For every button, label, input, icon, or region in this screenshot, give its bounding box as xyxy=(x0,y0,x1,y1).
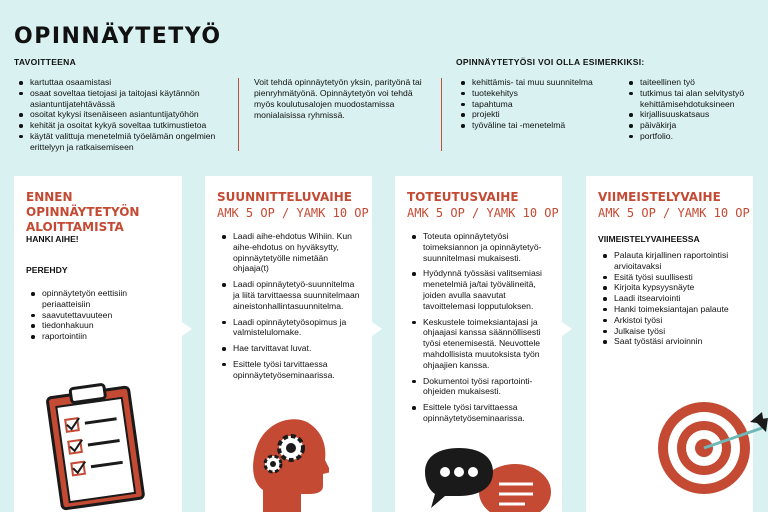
list-item: Laadi itsearviointi xyxy=(602,293,742,304)
list-item: Hyödynnä työssäsi valitsemiasi menetelmiä ja/tai työvälineitä, joiden avulla saavutat tavoittelemasi lopputuloksen. xyxy=(411,268,556,311)
card-credits: AMK 5 OP / YAMK 10 OP xyxy=(217,206,369,220)
list-item: Palauta kirjallinen raportointisi arvioitavaksi xyxy=(602,250,742,272)
list-item: kirjallisuuskatsaus xyxy=(628,109,763,120)
target-arrow-icon xyxy=(654,398,768,498)
list-item: tiedonhakuun xyxy=(30,320,170,331)
card-title: VIIMEISTELYVAIHE xyxy=(598,190,721,204)
list-item: kehität ja osoitat kykyä soveltaa tutkimustietoa xyxy=(18,120,228,131)
divider xyxy=(238,78,239,151)
card-heading: PEREHDY xyxy=(26,265,68,275)
arrow-icon xyxy=(182,322,192,336)
list-item: tuotekehitys xyxy=(460,88,620,99)
list-item: päiväkirja xyxy=(628,120,763,131)
list-item: osaat soveltaa tietojasi ja taitojasi käytännön asiantuntijatehtävässä xyxy=(18,88,228,110)
list-item: saavutettavuuteen xyxy=(30,310,170,321)
list-item: portfolio. xyxy=(628,131,763,142)
list-item: Kirjoita kypsyysnäyte xyxy=(602,282,742,293)
list-item: Esitä työsi suullisesti xyxy=(602,272,742,283)
list-item: Toteuta opinnäytetyösi toimeksiannon ja opinnäytetyö-suunnitelmasi mukaisesti. xyxy=(411,231,556,263)
list-item: Dokumentoi työsi raportointi-ohjeiden mukaisesti. xyxy=(411,376,556,398)
goals-label: TAVOITTEENA xyxy=(14,57,77,67)
card-list xyxy=(221,231,363,386)
speech-bubbles-icon xyxy=(415,446,555,512)
list-item: projekti xyxy=(460,109,620,120)
list-item: Hae tarvittavat luvat. xyxy=(221,343,363,354)
card-title: ENNEN OPINNÄYTETYÖN ALOITTAMISTA xyxy=(26,190,140,234)
list-item: Laadi opinnäytetyösopimus ja valmistelulomake. xyxy=(221,317,363,339)
arrow-icon xyxy=(562,322,572,336)
list-item: Laadi opinnäytetyö-suunnitelma ja liitä tarvittaessa suunnitelmaan aineistonhallintasuunnitelma. xyxy=(221,279,363,311)
card-heading: VIIMEISTELYVAIHEESSA xyxy=(598,234,700,244)
divider xyxy=(441,78,442,151)
list-item: Hanki toimeksiantajan palaute xyxy=(602,304,742,315)
card-list xyxy=(602,250,742,347)
team-text: Voit tehdä opinnäytetyön yksin, parityönä tai pienryhmätyönä. Opinnäytetyön voi tehdä myös koulutusalojen muodostamissa monialaisissa ryhmissä. xyxy=(254,77,422,120)
clipboard-checklist-icon xyxy=(40,378,150,512)
examples-list-2 xyxy=(628,77,763,142)
list-item: taiteellinen työ xyxy=(628,77,763,88)
list-item: työväline tai -menetelmä xyxy=(460,120,620,131)
list-item: Esittele työsi tarvittaessa opinnäytetyöseminaarissa. xyxy=(411,402,556,424)
examples-list-1 xyxy=(460,77,620,131)
list-item: Keskustele toimeksiantajasi ja ohjaajasi kanssa säännöllisesti työsi etenemisestä. Neuvottele mahdollisista muutoksista työn ohjaajien kanssa. xyxy=(411,317,556,371)
card-heading: HANKI AIHE! xyxy=(26,234,79,244)
goals-list xyxy=(18,77,228,153)
list-item: käytät valittuja menetelmiä työelämän ongelmien erittelyyn ja ratkaisemiseen xyxy=(18,131,228,153)
list-item: opinnäytetyön eettisiin periaatteisiin xyxy=(30,288,170,310)
list-item: tapahtuma xyxy=(460,99,620,110)
list-item: tutkimus tai alan selvitystyö kehittämisehdotuksineen xyxy=(628,88,763,110)
card-list xyxy=(411,231,556,429)
list-item: Laadi aihe-ehdotus Wihiin. Kun aihe-ehdotus on hyväksytty, opinnäytetyölle nimetään ohjaaja(t) xyxy=(221,231,363,274)
examples-label: OPINNÄYTETYÖSI VOI OLLA ESIMERKIKSI: xyxy=(456,57,645,67)
arrow-icon xyxy=(372,322,382,336)
card-before-start xyxy=(14,176,182,512)
list-item: raportointiin xyxy=(30,331,170,342)
head-gears-icon xyxy=(249,412,329,512)
card-implementation xyxy=(395,176,562,512)
list-item: kehittämis- tai muu suunnitelma xyxy=(460,77,620,88)
list-item: Esittele työsi tarvittaessa opinnäytetyöseminaarissa. xyxy=(221,359,363,381)
card-title: TOTEUTUSVAIHE xyxy=(407,190,519,204)
card-list xyxy=(30,288,170,342)
list-item: osoitat kykysi itsenäiseen asiantuntijatyöhön xyxy=(18,109,228,120)
card-planning xyxy=(205,176,372,512)
list-item: Arkistoi työsi xyxy=(602,315,742,326)
card-title: SUUNNITTELUVAIHE xyxy=(217,190,352,204)
card-credits: AMK 5 OP / YAMK 10 OP xyxy=(598,206,750,220)
list-item: Julkaise työsi xyxy=(602,326,742,337)
page-title: OPINNÄYTETYÖ xyxy=(14,24,222,49)
list-item: Saat työstäsi arvioinnin xyxy=(602,336,742,347)
list-item: kartuttaa osaamistasi xyxy=(18,77,228,88)
card-credits: AMK 5 OP / YAMK 10 OP xyxy=(407,206,559,220)
